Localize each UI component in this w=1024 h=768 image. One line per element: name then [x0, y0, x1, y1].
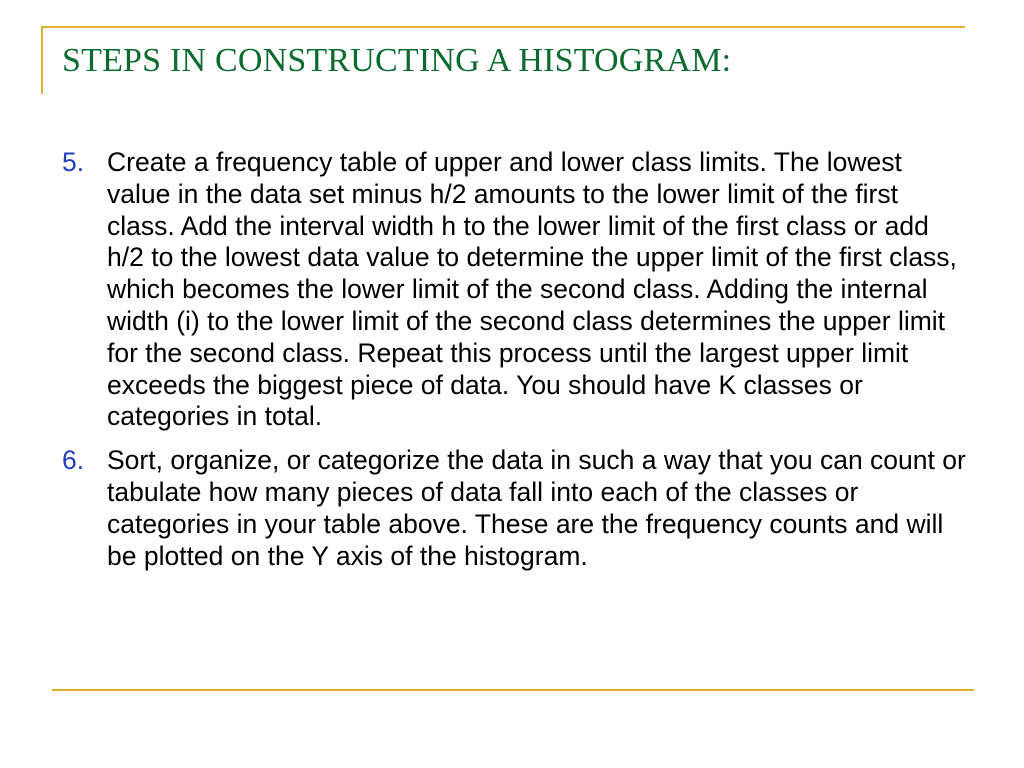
step-number: 6. [62, 445, 85, 476]
step-text: Create a frequency table of upper and lower class limits. The lowest value in the data set minus h/2 amounts to the lower limit of the first class. Add the interval width h to the lower limit of the first class or add h/2 to the lowest data value to determine the upper limit of the first class, which becomes the lower limit of the second class. Adding the internal width (i) to the lower limit of the second class determines the upper limit for the second class. Repeat this process until the largest upper limit exceeds the biggest piece of data. You should have K classes or categories in total. [107, 147, 957, 432]
step-item-5 [62, 147, 967, 433]
footer-accent-rule [52, 689, 974, 691]
slide-title: STEPS IN CONSTRUCTING A HISTOGRAM: [62, 42, 732, 79]
title-accent-rule-top [43, 26, 965, 28]
steps-list [62, 147, 967, 584]
step-text: Sort, organize, or categorize the data in such a way that you can count or tabulate how many pieces of data fall into each of the classes or categories in your table above. These are the frequency counts and will be plotted on the Y axis of the histogram. [107, 445, 966, 571]
step-number: 5. [62, 147, 85, 177]
step-item-6 [62, 445, 967, 572]
title-accent-rule-vertical [41, 26, 43, 94]
